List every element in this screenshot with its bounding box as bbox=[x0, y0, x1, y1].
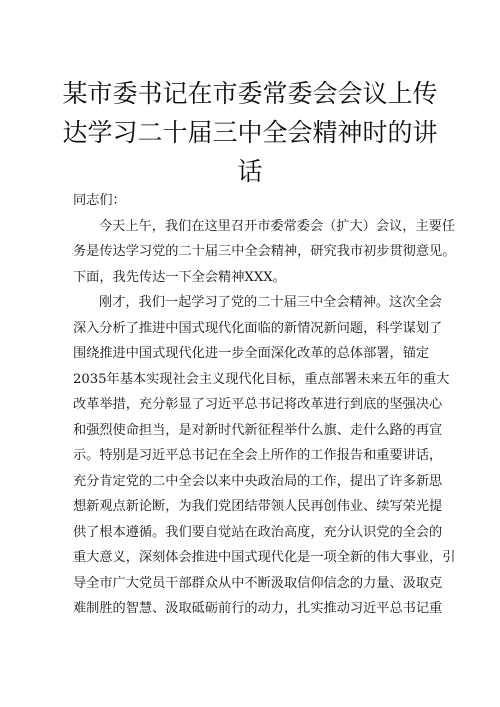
salutation: 同志们： bbox=[73, 193, 126, 208]
title-line: 某市委书记在市委常委会会议上传 bbox=[62, 79, 438, 108]
body-line: 改革举措，充分彰显了习近平总书记将改革进行到底的坚强决心 bbox=[73, 397, 443, 412]
body-line: 刚才，我们一起学习了党的二十届三中全会精神。这次全会 bbox=[99, 295, 442, 310]
body-line: 深入分析了推进中国式现代化面临的新情况新问题，科学谋划了 bbox=[73, 320, 443, 336]
body-line: 充分肯定党的二中全会以来中央政治局的工作，提出了许多新思 bbox=[73, 473, 443, 489]
body-line: 2035年基本实现社会主义现代化目标，重点部署未来五年的重大 bbox=[73, 371, 450, 387]
body-line: 围绕推进中国式现代化进一步全面深化改革的总体部署，锚定 bbox=[73, 346, 430, 361]
body-line: 今天上午，我们在这里召开市委常委会（扩大）会议，主要任 bbox=[99, 218, 456, 234]
body-line: 务是传达学习党的二十届三中全会精神，研究我市初步贯彻意见。 bbox=[73, 244, 456, 259]
body-line: 难制胜的智慧、汲取砥砺前行的动力，扎实推动习近平总书记重 bbox=[73, 601, 443, 616]
body-line: 和强烈使命担当，是对新时代新征程举什么旗、走什么路的再宣 bbox=[73, 422, 443, 438]
body-line: 想新观点新论断，为我们党团结带领人民再创伟业、续写荣光提 bbox=[73, 499, 443, 514]
body-line: 供了根本遵循。我们要自觉站在政治高度，充分认识党的全会的 bbox=[73, 524, 443, 540]
body-line: 示。特别是习近平总书记在全会上所作的工作报告和重要讲话， bbox=[73, 448, 443, 463]
title-line: 话 bbox=[237, 157, 263, 186]
title-line: 达学习二十届三中全会精神时的讲 bbox=[62, 118, 438, 147]
body-line: 重大意义，深刻体会推进中国式现代化是一项全新的伟大事业，引 bbox=[73, 550, 456, 565]
body-line: 导全市广大党员干部群众从中不断汲取信仰信念的力量、汲取克 bbox=[73, 575, 443, 591]
document-body bbox=[73, 188, 456, 622]
body-line: 下面，我先传达一下全会精神XXX。 bbox=[73, 269, 286, 285]
document-title bbox=[60, 74, 440, 191]
